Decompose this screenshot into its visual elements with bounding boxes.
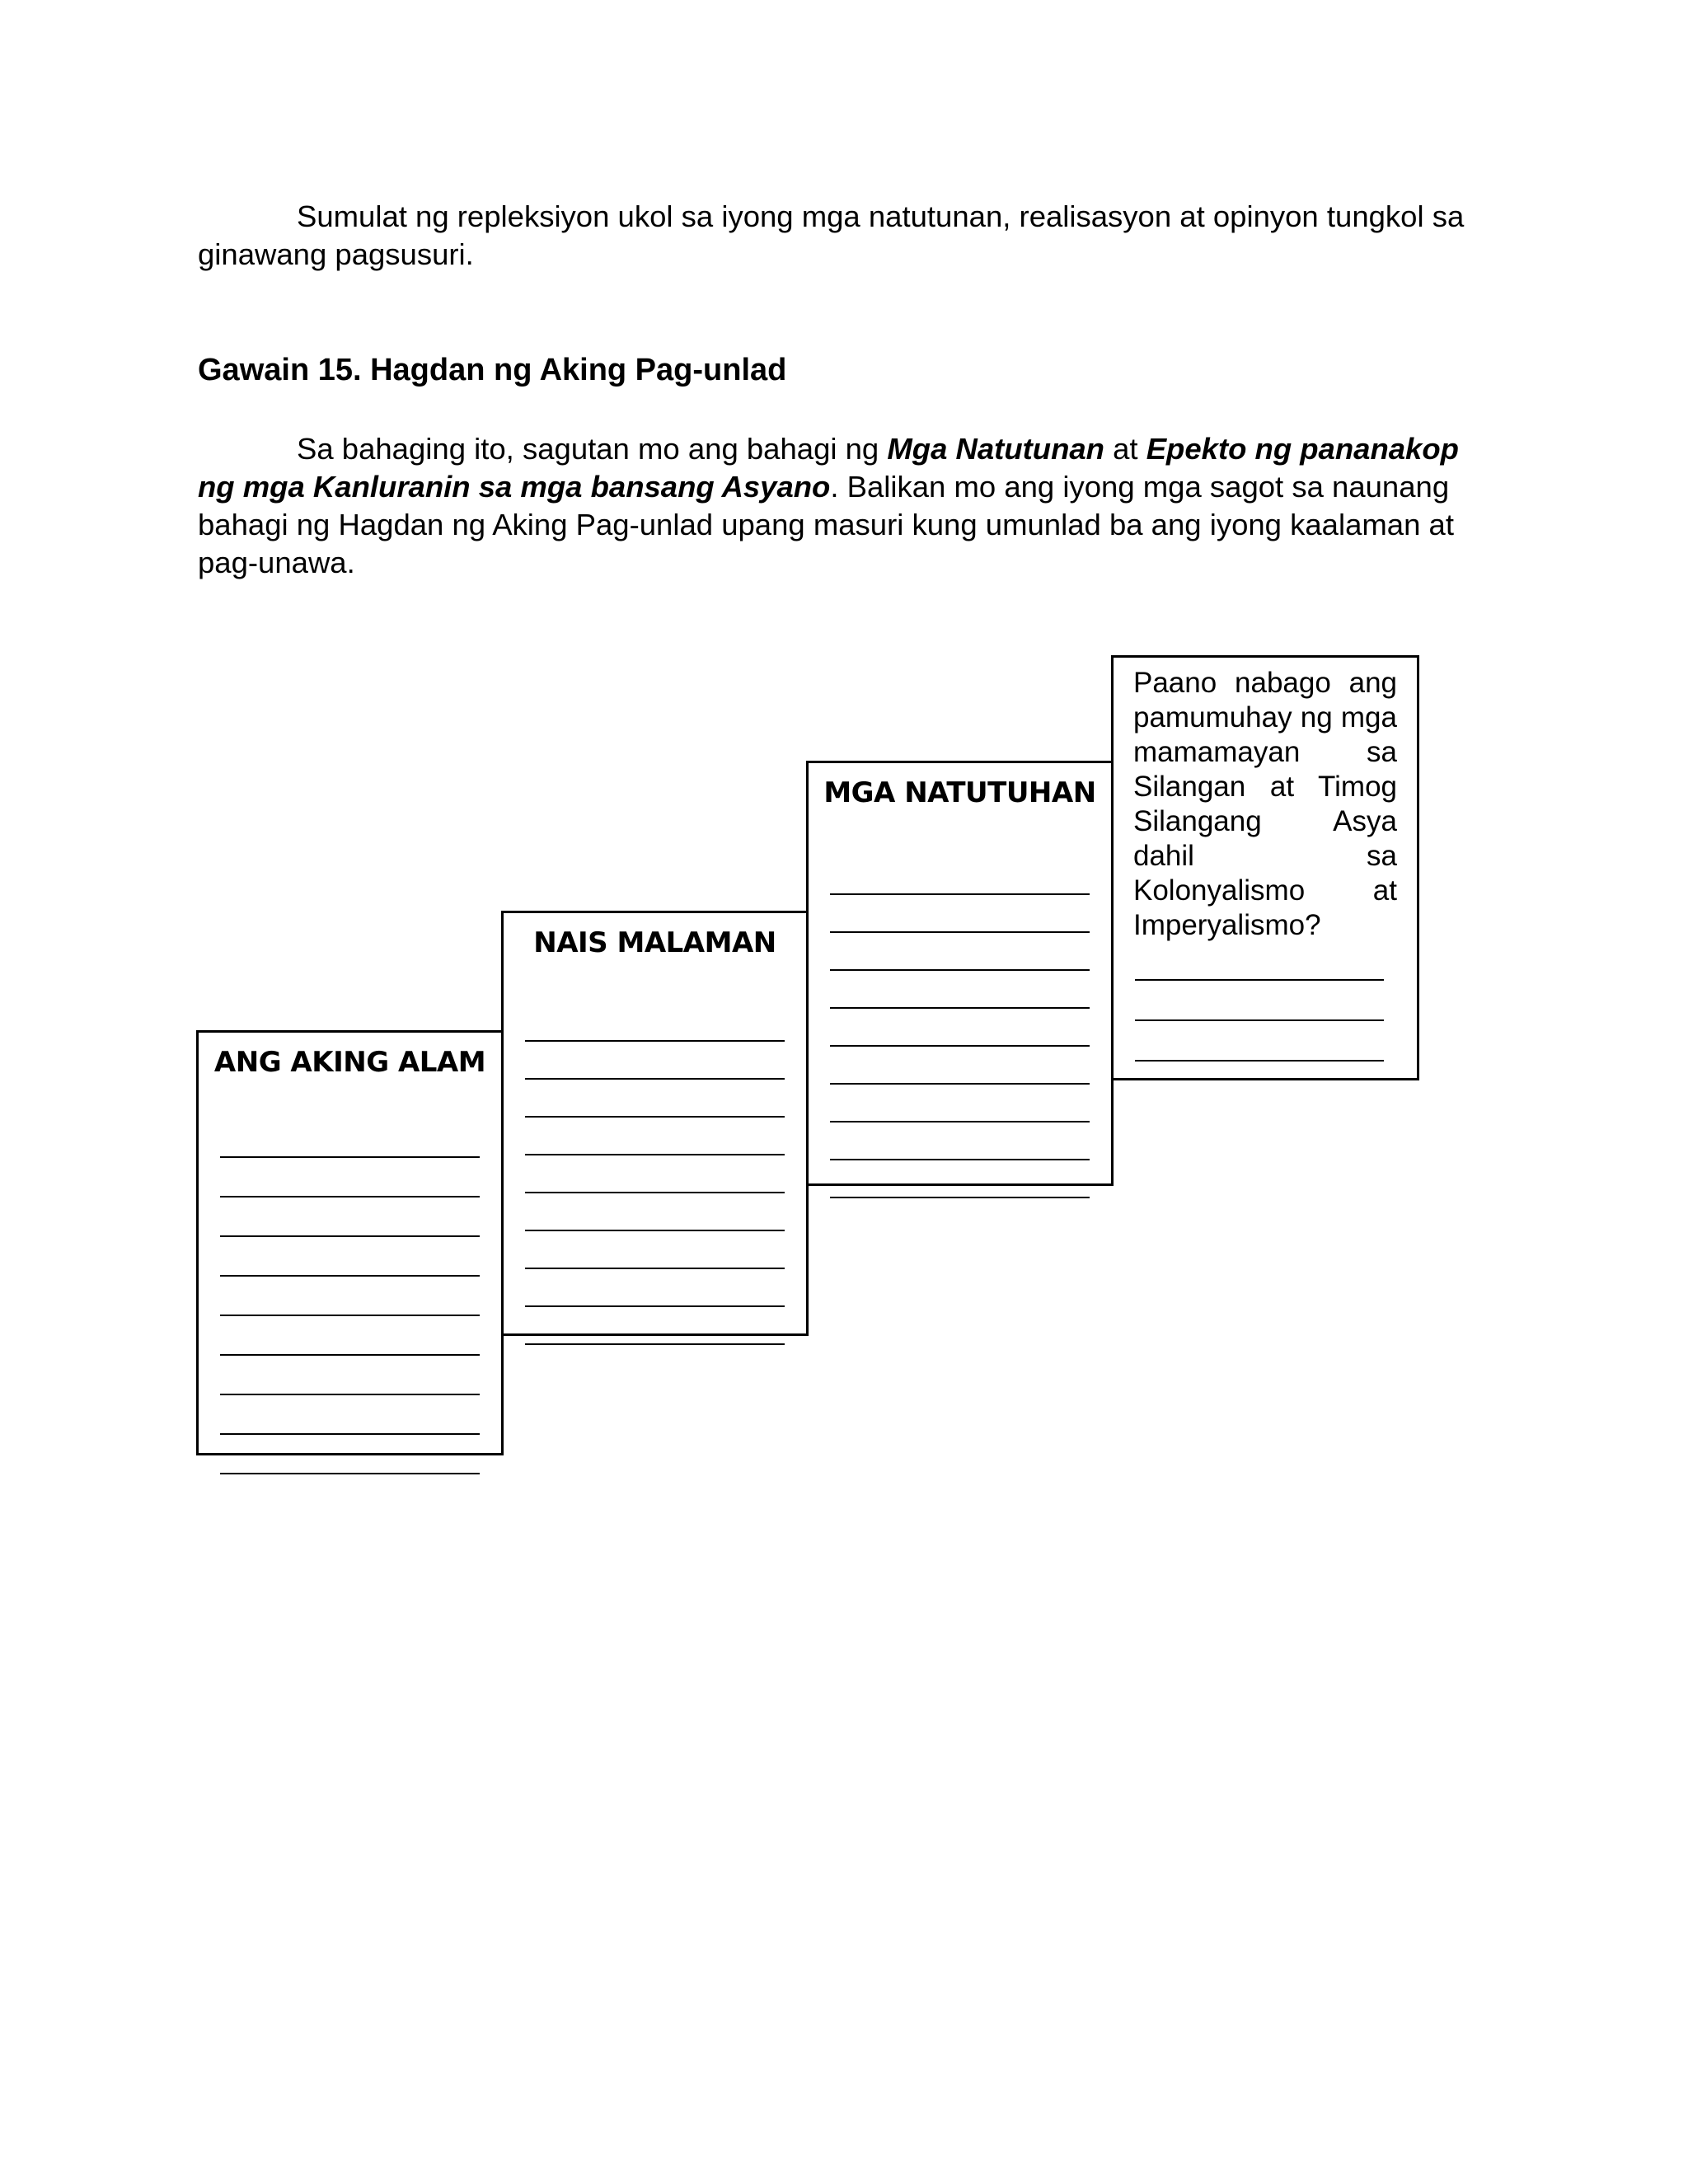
activity-heading: Gawain 15. Hagdan ng Aking Pag-unlad — [198, 353, 787, 387]
answer-blank-line[interactable] — [220, 1433, 480, 1435]
step-mga-natutuhan — [806, 761, 1114, 1186]
intro-text: Sumulat ng repleksiyon ukol sa iyong mga natutunan, realisasyon at opinyon tungkol sa ginawang pagsusuri. — [198, 199, 1465, 271]
answer-blank-line[interactable] — [525, 1230, 785, 1231]
answer-blank-line[interactable] — [1135, 1060, 1384, 1062]
answer-blank-line[interactable] — [1135, 1019, 1384, 1021]
instructions-emphasis-2: Epekto ng pananakop ng mga Kanluranin sa mga bansang Asyano — [198, 432, 1459, 504]
instructions-paragraph — [198, 430, 1500, 582]
answer-blank-line[interactable] — [525, 1305, 785, 1307]
instructions-part1: Sa bahaging ito, sagutan mo ang bahagi ng — [297, 432, 888, 466]
answer-blank-line[interactable] — [525, 1040, 785, 1042]
answer-blank-line[interactable] — [830, 1045, 1090, 1047]
answer-blank-line[interactable] — [830, 1083, 1090, 1085]
instructions-emphasis-1: Mga Natutunan — [887, 432, 1104, 466]
step-title: MGA NATUTUHAN — [823, 776, 1096, 809]
step-ang-aking-alam — [196, 1030, 504, 1455]
answer-blank-line[interactable] — [525, 1154, 785, 1155]
step-title: ANG AKING ALAM — [213, 1046, 486, 1079]
answer-blank-line[interactable] — [220, 1196, 480, 1197]
answer-blank-line[interactable] — [525, 1192, 785, 1193]
answer-blank-line[interactable] — [525, 1078, 785, 1080]
step-title: NAIS MALAMAN — [533, 926, 776, 959]
answer-blank-line[interactable] — [830, 1121, 1090, 1122]
step-nais-malaman — [501, 911, 809, 1336]
answer-blank-line[interactable] — [830, 893, 1090, 895]
answer-blank-line[interactable] — [830, 969, 1090, 971]
answer-blank-line[interactable] — [525, 1116, 785, 1118]
answer-blank-line[interactable] — [220, 1235, 480, 1237]
instructions-part2: at — [1104, 432, 1146, 466]
answer-blank-line[interactable] — [830, 1197, 1090, 1198]
intro-paragraph — [198, 198, 1500, 274]
answer-blank-line[interactable] — [220, 1473, 480, 1474]
instructions-part3: . Balikan mo ang iyong mga sagot sa naunang bahagi ng Hagdan ng Aking Pag-unlad upang masuri kung umunlad ba ang iyong kaalaman at pag-unawa. — [198, 470, 1454, 579]
step-question-text: Paano nabago ang pamumuhay ng mga mamamayan sa Silangan at Timog Silangang Asya dahil sa Kolonyalismo at Imperyalismo? — [1133, 667, 1397, 941]
answer-blank-line[interactable] — [220, 1354, 480, 1356]
step-question — [1111, 655, 1419, 1080]
answer-blank-line[interactable] — [830, 1159, 1090, 1160]
answer-blank-line[interactable] — [525, 1343, 785, 1345]
answer-blank-line[interactable] — [830, 1007, 1090, 1009]
answer-blank-line[interactable] — [830, 931, 1090, 933]
answer-blank-line[interactable] — [220, 1156, 480, 1158]
answer-blank-line[interactable] — [220, 1275, 480, 1277]
answer-blank-line[interactable] — [525, 1268, 785, 1269]
answer-blank-line[interactable] — [1135, 979, 1384, 981]
answer-blank-line[interactable] — [220, 1315, 480, 1316]
answer-blank-line[interactable] — [220, 1394, 480, 1395]
